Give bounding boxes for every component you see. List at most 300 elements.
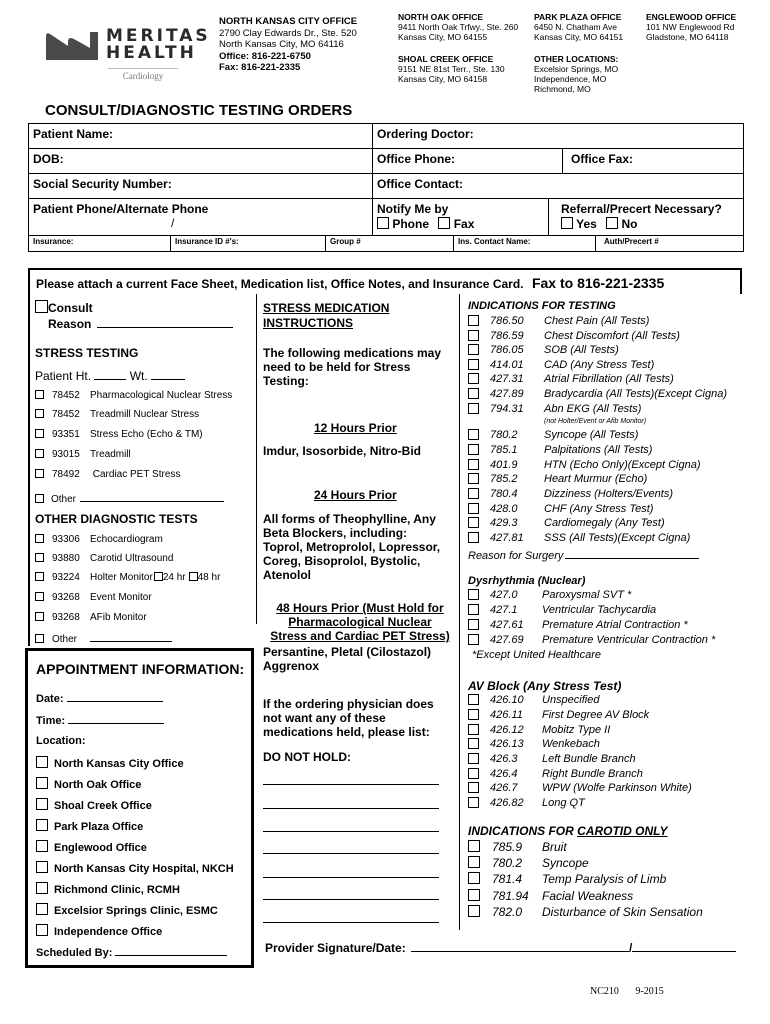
location-checkbox[interactable] (36, 756, 48, 768)
av-block-title: AV Block (Any Stress Test) (468, 679, 622, 693)
indication-desc: Right Bundle Branch (542, 768, 643, 780)
weight-input[interactable] (151, 368, 185, 380)
other-test-checkbox[interactable] (35, 612, 44, 621)
location-option[interactable] (36, 861, 234, 876)
indication-checkbox[interactable] (468, 473, 479, 484)
office-fax-field[interactable] (563, 149, 743, 174)
nkc-title: NORTH KANSAS CITY OFFICE (219, 16, 358, 27)
indication-desc: Facial Weakness (542, 889, 634, 903)
indication-desc: WPW (Wolfe Parkinson White) (542, 782, 692, 794)
park-plaza-line2: Kansas City, MO 64151 (534, 32, 624, 42)
med-line: Persantine, Pletal (Cilostazol) (263, 645, 432, 659)
indication-checkbox[interactable] (468, 724, 479, 735)
location-option[interactable] (36, 882, 180, 897)
h48-line: Pharmacological Nuclear (288, 615, 432, 629)
time-row (36, 713, 164, 728)
patient-phone-field[interactable] (29, 199, 373, 236)
consult-label: Consult (48, 301, 93, 315)
north-oak-line2: Kansas City, MO 64155 (398, 32, 488, 42)
referral-no-label: No (621, 217, 638, 231)
indication-checkbox[interactable] (468, 532, 479, 543)
patient-phone-label: Patient Phone/Alternate Phone (33, 202, 209, 216)
date-input[interactable] (67, 691, 163, 702)
icd-code: 780.4 (490, 488, 518, 500)
test-label: Pharmacological Nuclear Stress (90, 390, 233, 401)
auth-label: Auth/Precert # (604, 237, 659, 246)
reason-for-surgery-input[interactable] (565, 548, 699, 559)
indication-checkbox[interactable] (468, 589, 479, 600)
dob-label: DOB: (33, 152, 64, 166)
test-label: Event Monitor (90, 592, 152, 603)
height-weight-row (35, 368, 185, 383)
shoal-creek-line2: Kansas City, MO 64158 (398, 74, 488, 84)
appointment-box (25, 648, 254, 968)
indication-desc: CHF (Any Stress Test) (544, 503, 654, 515)
icd-code: 786.05 (490, 344, 524, 356)
list-item[interactable] (35, 572, 220, 584)
test-label: Echocardiogram (90, 534, 163, 545)
icd-code: 427.31 (490, 373, 524, 385)
notify-me-field (373, 199, 549, 236)
logo-subtitle: Cardiology (108, 68, 178, 81)
do-not-hold-input[interactable] (263, 808, 439, 809)
list-item[interactable] (35, 612, 147, 624)
dob-field[interactable] (29, 149, 373, 174)
time-label: Time: (36, 715, 66, 727)
group-field[interactable] (326, 236, 454, 252)
shoal-creek-title: SHOAL CREEK OFFICE (398, 54, 494, 64)
icd-code: 786.50 (490, 315, 524, 327)
referral-no-checkbox[interactable] (606, 217, 618, 229)
indication-checkbox[interactable] (468, 604, 479, 615)
scheduled-by-input[interactable] (115, 945, 227, 956)
indication-desc: Left Bundle Branch (542, 753, 636, 765)
test-label: AFib Monitor (90, 612, 147, 623)
patient-name-field[interactable] (29, 124, 373, 149)
indications-title: INDICATIONS FOR TESTING (468, 300, 616, 312)
do-not-hold-input[interactable] (263, 877, 439, 878)
list-item[interactable] (35, 553, 173, 565)
h48-line: 48 Hours Prior (Must Hold for (276, 601, 444, 615)
location-checkbox[interactable] (36, 777, 48, 789)
reason-for-surgery-label: Reason for Surgery (468, 550, 564, 562)
indication-checkbox[interactable] (468, 889, 480, 901)
intro-line: need to be held for Stress (263, 360, 411, 374)
time-input[interactable] (68, 713, 164, 724)
icd-code: 414.01 (490, 359, 524, 371)
location-label-text: Park Plaza Office (54, 821, 144, 833)
do-not-hold-input[interactable] (263, 831, 439, 832)
auth-field[interactable] (596, 236, 743, 252)
ins-contact-field[interactable] (454, 236, 596, 252)
englewood-title: ENGLEWOOD OFFICE (646, 12, 737, 22)
h48-line: Stress and Cardiac PET Stress) (270, 629, 450, 643)
other-tests-title: OTHER DIAGNOSTIC TESTS (35, 512, 198, 526)
indication-checkbox[interactable] (468, 619, 479, 630)
other-label: Other (52, 634, 78, 645)
ssn-field[interactable] (29, 174, 373, 199)
list-item[interactable] (35, 449, 131, 461)
stress-checkbox[interactable] (35, 390, 44, 399)
indication-checkbox[interactable] (468, 738, 479, 749)
insurance-id-field[interactable] (171, 236, 326, 252)
hours-48-title (263, 601, 457, 643)
list-item[interactable] (35, 534, 163, 546)
indication-checkbox[interactable] (468, 782, 479, 793)
englewood-line2: Gladstone, MO 64118 (646, 32, 729, 42)
indication-checkbox[interactable] (468, 373, 479, 384)
icd-code: 427.81 (490, 532, 524, 544)
patient-info-grid (28, 123, 744, 252)
holter-24-label: 24 hr (162, 572, 186, 583)
indication-checkbox[interactable] (468, 344, 479, 355)
cpt-code: 93015 (52, 449, 80, 460)
icd-code: 426.13 (490, 738, 524, 750)
appointment-title: APPOINTMENT INFORMATION: (36, 661, 245, 677)
icd-code: 426.82 (490, 797, 524, 809)
hours-48-meds (263, 645, 431, 673)
scheduled-by-label: Scheduled By: (36, 947, 113, 959)
nkc-line2: North Kansas City, MO 64116 (219, 39, 344, 50)
icd-code: 426.7 (490, 782, 518, 794)
holter-24-checkbox[interactable] (154, 572, 163, 581)
indication-checkbox[interactable] (468, 429, 479, 440)
cpt-code: 93268 (52, 612, 80, 623)
reason-row (48, 316, 233, 331)
indication-desc: HTN (Echo Only)(Except Cigna) (544, 459, 701, 471)
weight-label: Wt. (129, 369, 148, 383)
indication-checkbox[interactable] (468, 444, 479, 455)
stress-other-checkbox[interactable] (35, 494, 44, 503)
list-item[interactable] (35, 592, 152, 604)
column-divider-left (256, 294, 257, 624)
location-checkbox[interactable] (36, 882, 48, 894)
location-checkbox[interactable] (36, 924, 48, 936)
indication-checkbox[interactable] (468, 634, 479, 645)
column-divider-right (459, 294, 460, 930)
other-test-checkbox[interactable] (35, 553, 44, 562)
nkc-line1: 2790 Clay Edwards Dr., Ste. 520 (219, 27, 357, 39)
referral-field (549, 199, 743, 236)
location-label-text: Englewood Office (54, 842, 147, 854)
indication-desc: Temp Paralysis of Limb (542, 872, 667, 886)
indication-checkbox[interactable] (468, 840, 480, 852)
indication-desc: Wenkebach (542, 738, 600, 750)
except-united-note: *Except United Healthcare (472, 649, 602, 661)
test-label: Stress Echo (Echo & TM) (90, 429, 203, 440)
logo-line1: MERITAS (106, 26, 211, 46)
location-checkbox[interactable] (36, 840, 48, 852)
do-not-hold-input[interactable] (263, 853, 439, 854)
notify-me-label: Notify Me by (377, 202, 449, 216)
patient-height-label: Patient Ht. (35, 369, 92, 383)
indication-desc: First Degree AV Block (542, 709, 650, 721)
attach-notice-text: Please attach a current Face Sheet, Medication list, Office Notes, and Insurance Card. (36, 277, 524, 291)
shoal-creek-line1: 9151 NE 81st Terr., Ste. 130 (398, 64, 505, 74)
indication-desc: Premature Ventricular Contraction * (542, 634, 716, 646)
icd-code: 785.2 (490, 473, 518, 485)
meritas-logo (44, 26, 211, 84)
fax-notice: Fax to 816-221-2335 (531, 275, 665, 291)
stress-other-input[interactable] (80, 491, 224, 502)
icd-code: 782.0 (492, 905, 523, 919)
indication-checkbox[interactable] (468, 330, 479, 341)
cpt-code: 78452 (52, 409, 80, 420)
park-plaza-line1: 6450 N. Chatham Ave (534, 22, 618, 32)
stress-testing-title: STRESS TESTING (35, 346, 139, 360)
icd-code: 785.9 (492, 840, 523, 854)
med-line: Aggrenox (263, 659, 320, 673)
med-line: Toprol, Metroprolol, Lopressor, (263, 540, 441, 554)
indication-checkbox[interactable] (468, 503, 479, 514)
indication-desc: Palpitations (All Tests) (544, 444, 653, 456)
signature-date-input[interactable] (632, 940, 736, 952)
location-option[interactable] (36, 777, 141, 792)
patient-name-label: Patient Name: (33, 127, 114, 141)
icd-code: 427.89 (490, 388, 524, 400)
notify-fax-checkbox[interactable] (438, 217, 450, 229)
form-code: NC210 (590, 986, 619, 997)
cpt-code: 78452 (52, 390, 80, 401)
provider-signature-row: Provider Signature/Date: / (265, 940, 736, 955)
office-phone-field[interactable] (373, 149, 563, 174)
height-input[interactable] (94, 368, 126, 380)
icd-code: 780.2 (492, 856, 523, 870)
location-label-text: Independence Office (54, 926, 163, 938)
hours-24-meds (263, 512, 440, 582)
icd-code: 428.0 (490, 503, 518, 515)
other-locations-line2: Independence, MO (534, 74, 607, 84)
stress-med-title-2: INSTRUCTIONS (263, 316, 353, 330)
office-contact-label: Office Contact: (377, 177, 464, 191)
indication-checkbox[interactable] (468, 403, 479, 414)
stress-checkbox[interactable] (35, 469, 44, 478)
attach-notice (28, 268, 742, 294)
notify-phone-checkbox[interactable] (377, 217, 389, 229)
indication-desc: Long QT (542, 797, 585, 809)
north-oak-address (398, 12, 518, 42)
form-revision-date: 9-2015 (635, 986, 664, 997)
park-plaza-title: PARK PLAZA OFFICE (534, 12, 622, 22)
list-item[interactable] (35, 390, 232, 402)
indication-desc: Chest Discomfort (All Tests) (544, 330, 680, 342)
indication-desc: Syncope (542, 856, 589, 870)
icd-code: 429.3 (490, 517, 518, 529)
ordering-doctor-label: Ordering Doctor: (377, 127, 474, 141)
list-item[interactable] (35, 429, 203, 441)
left-border (28, 294, 30, 646)
location-option[interactable] (36, 819, 143, 834)
icd-code: 781.4 (492, 872, 523, 886)
location-label-text: North Kansas City Hospital, NKCH (54, 863, 234, 875)
list-item[interactable] (35, 409, 199, 421)
med-line: Coreg, Bisoprolol, Bystolic, (263, 554, 421, 568)
meritas-m-icon (44, 30, 100, 62)
other-label: Other (51, 494, 77, 505)
referral-yes-label: Yes (576, 217, 597, 231)
notify-phone-label: Phone (392, 217, 430, 231)
indication-checkbox[interactable] (468, 315, 479, 326)
hours-12-title: 12 Hours Prior (314, 421, 397, 435)
indication-checkbox[interactable] (468, 459, 479, 470)
icd-code: 426.3 (490, 753, 518, 765)
stress-med-intro (263, 346, 441, 388)
indication-checkbox[interactable] (468, 872, 480, 884)
location-option[interactable] (36, 798, 152, 813)
consult-row (35, 300, 93, 315)
reason-label: Reason (48, 317, 92, 331)
phone-separator: / (171, 216, 175, 230)
indication-checkbox[interactable] (468, 753, 479, 764)
other-locations-address (534, 54, 618, 94)
carotid-title (468, 824, 668, 838)
other-test-checkbox[interactable] (35, 534, 44, 543)
location-label-text: North Oak Office (54, 779, 142, 791)
icd-code: 785.1 (490, 444, 518, 456)
englewood-line1: 101 NW Englewood Rd (646, 22, 735, 32)
park-plaza-address (534, 12, 623, 42)
notify-fax-label: Fax (453, 217, 475, 231)
location-label-text: Excelsior Springs Clinic, ESMC (54, 905, 218, 917)
indication-checkbox[interactable] (468, 388, 479, 399)
indication-checkbox[interactable] (468, 905, 480, 917)
cpt-code: 78492 (52, 469, 80, 480)
indication-desc: Paroxysmal SVT * (542, 589, 632, 601)
other-test-checkbox[interactable] (35, 572, 44, 581)
indication-checkbox[interactable] (468, 359, 479, 370)
ssn-label: Social Security Number: (33, 177, 172, 191)
location-option[interactable] (36, 756, 184, 771)
indication-desc: Syncope (All Tests) (544, 429, 639, 441)
med-line: Atenolol (263, 568, 311, 582)
logo-line2: HEALTH (106, 43, 197, 63)
nohold-line: medications held, please list: (263, 725, 430, 739)
location-option[interactable] (36, 903, 218, 918)
carotid-title-prefix: INDICATIONS FOR (468, 824, 578, 838)
other-test-other-input[interactable] (90, 631, 172, 642)
location-checkbox[interactable] (36, 819, 48, 831)
insurance-id-label: Insurance ID #'s: (175, 237, 239, 246)
med-line: All forms of Theophylline, Any (263, 512, 436, 526)
indication-checkbox[interactable] (468, 768, 479, 779)
other-test-other-checkbox[interactable] (35, 634, 44, 643)
indication-checkbox[interactable] (468, 694, 479, 705)
indication-desc: Disturbance of Skin Sensation (542, 905, 703, 919)
icd-code: 427.69 (490, 634, 524, 646)
provider-signature-label: Provider Signature/Date: (265, 941, 406, 955)
insurance-label: Insurance: (33, 237, 74, 246)
indication-checkbox[interactable] (468, 709, 479, 720)
icd-code: 426.12 (490, 724, 524, 736)
nkc-line3: Office: 816-221-6750 (219, 50, 311, 62)
cpt-code: 93224 (52, 572, 80, 583)
icd-code: 426.4 (490, 768, 518, 780)
intro-line: Testing: (263, 374, 309, 388)
ins-contact-label: Ins. Contact Name: (458, 237, 531, 246)
list-item[interactable] (35, 469, 180, 481)
test-label: Cardiac PET Stress (90, 469, 181, 480)
holter-48-label: 48 hr (197, 572, 221, 583)
icd-code: 780.2 (490, 429, 518, 441)
office-phone-label: Office Phone: (377, 152, 456, 166)
other-test-checkbox[interactable] (35, 592, 44, 601)
indication-desc: SOB (All Tests) (544, 344, 619, 356)
insurance-field[interactable] (29, 236, 171, 252)
cpt-code: 93880 (52, 553, 80, 564)
indication-desc: Ventricular Tachycardia (542, 604, 657, 616)
do-not-hold-input[interactable] (263, 922, 439, 923)
location-option[interactable] (36, 924, 162, 939)
englewood-address (646, 12, 736, 42)
holter-48-checkbox[interactable] (189, 572, 198, 581)
reason-input[interactable] (97, 316, 233, 328)
date-label: Date: (36, 693, 64, 705)
office-contact-field[interactable] (373, 174, 743, 199)
location-label: Location: (36, 735, 86, 747)
cpt-code: 93306 (52, 534, 80, 545)
location-checkbox[interactable] (36, 903, 48, 915)
referral-label: Referral/Precert Necessary? (561, 202, 722, 216)
test-label: Holter Monitor (90, 572, 153, 583)
icd-code: 794.31 (490, 403, 524, 415)
indication-desc: Dizziness (Holters/Events) (544, 488, 673, 500)
stress-checkbox[interactable] (35, 409, 44, 418)
nohold-line: not want any of these (263, 711, 386, 725)
stress-checkbox[interactable] (35, 429, 44, 438)
provider-signature-input[interactable] (411, 940, 629, 952)
indication-checkbox[interactable] (468, 797, 479, 808)
office-fax-label: Office Fax: (571, 152, 634, 166)
icd-code: 426.11 (490, 709, 523, 721)
indication-desc: CAD (Any Stress Test) (544, 359, 655, 371)
indication-desc: Heart Murmur (Echo) (544, 473, 648, 485)
indication-desc: Bruit (542, 840, 567, 854)
location-label-text: Richmond Clinic, RCMH (54, 884, 180, 896)
location-checkbox[interactable] (36, 861, 48, 873)
location-checkbox[interactable] (36, 798, 48, 810)
referral-yes-checkbox[interactable] (561, 217, 573, 229)
do-not-hold-label: DO NOT HOLD: (263, 750, 351, 764)
form-title: CONSULT/DIAGNOSTIC TESTING ORDERS (45, 102, 353, 119)
shoal-creek-address (398, 54, 505, 84)
other-locations-title: OTHER LOCATIONS: (534, 54, 619, 64)
indication-desc: Unspecified (542, 694, 600, 706)
north-oak-title: NORTH OAK OFFICE (398, 12, 483, 22)
indication-checkbox[interactable] (468, 856, 480, 868)
icd-code: 427.1 (490, 604, 518, 616)
icd-code: 427.61 (490, 619, 524, 631)
stress-med-title-1: STRESS MEDICATION (263, 301, 390, 315)
hours-12-meds: Imdur, Isosorbide, Nitro-Bid (263, 444, 422, 458)
stress-other-row (35, 491, 224, 506)
other-test-other-row (35, 631, 172, 646)
indication-checkbox[interactable] (468, 488, 479, 499)
nohold-line: If the ordering physician does (263, 697, 434, 711)
do-not-hold-input[interactable] (263, 784, 439, 785)
nkc-line4: Fax: 816-221-2335 (219, 62, 301, 73)
indication-checkbox[interactable] (468, 517, 479, 528)
icd-code: 426.10 (490, 694, 524, 706)
do-not-hold-input[interactable] (263, 899, 439, 900)
form-footer (590, 986, 664, 997)
ordering-doctor-field[interactable] (373, 124, 743, 149)
consult-checkbox[interactable] (35, 300, 48, 313)
stress-checkbox[interactable] (35, 449, 44, 458)
test-label: Treadmill Nuclear Stress (90, 409, 200, 420)
indication-desc: Mobitz Type II (542, 724, 611, 736)
location-option[interactable] (36, 840, 147, 855)
test-label: Treadmill (90, 449, 131, 460)
